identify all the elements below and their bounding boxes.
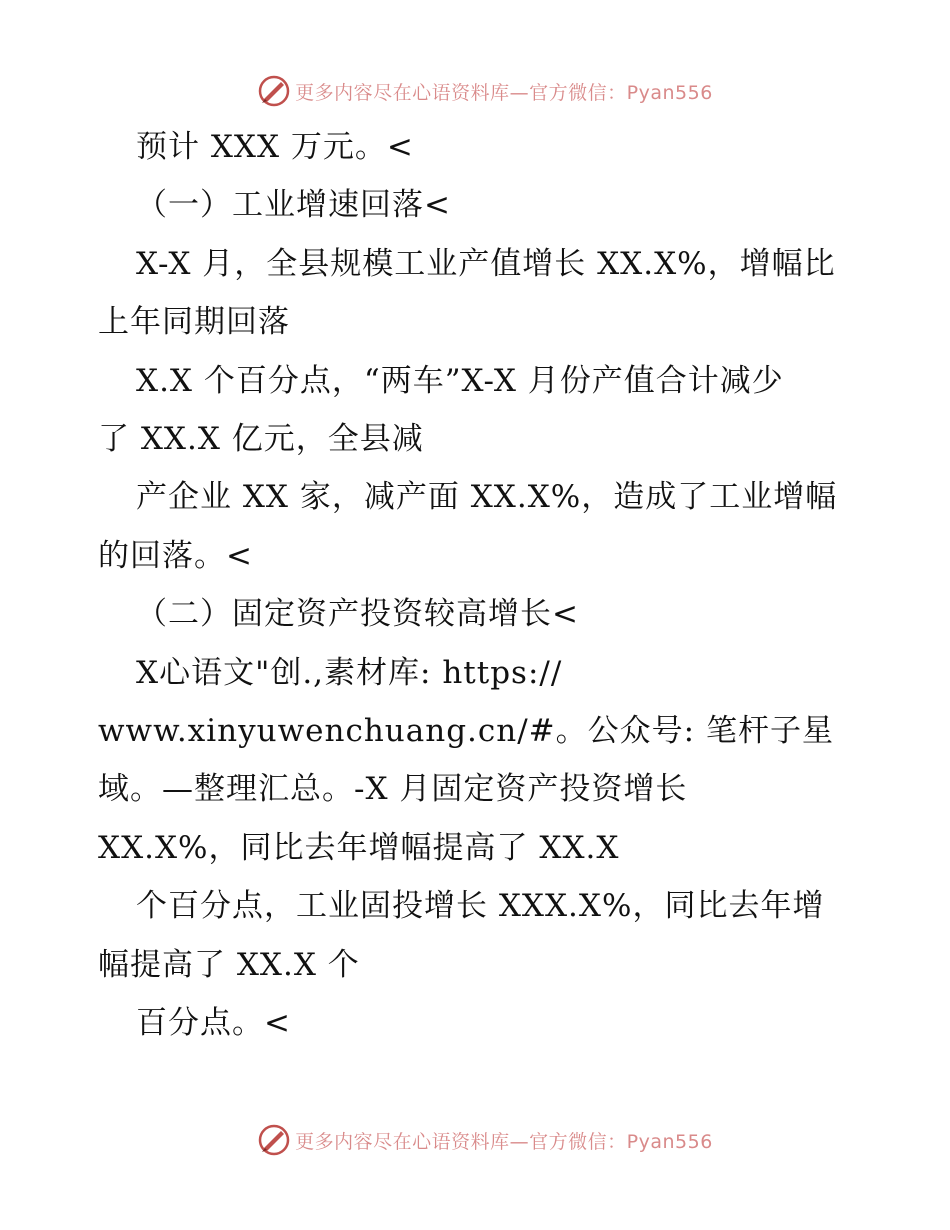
footer-banner: [0, 1120, 950, 1160]
body-line: 百分点。<: [136, 1005, 291, 1041]
body-line: XX.X%，同比去年增幅提高了 XX.X: [98, 830, 620, 866]
body-line: X心语文"创.,素材库: https://: [136, 655, 563, 691]
pen-logo-icon: [257, 1123, 291, 1157]
body-line: 的回落。<: [98, 538, 253, 574]
body-line: 产企业 XX 家，减产面 XX.X%，造成了工业增幅: [136, 479, 838, 515]
section-heading: （二）固定资产投资较高增长<: [136, 596, 579, 632]
header-banner: [0, 71, 950, 111]
body-line: 预计 XXX 万元。<: [136, 129, 414, 165]
body-line: 幅提高了 XX.X 个: [98, 947, 360, 983]
body-line: 个百分点，工业固投增长 XXX.X%，同比去年增: [136, 888, 825, 924]
body-line: 上年同期回落: [98, 304, 290, 340]
footer-banner-text: 更多内容尽在心语资料库—官方微信：Pyan556: [295, 1130, 713, 1153]
body-line: X.X 个百分点，“两车”X-X 月份产值合计减少: [136, 363, 784, 399]
pen-logo-icon: [257, 74, 291, 108]
section-heading: （一）工业增速回落<: [136, 187, 451, 223]
body-line: www.xinyuwenchuang.cn/#。公众号: 笔杆子星: [98, 713, 834, 749]
header-banner-text: 更多内容尽在心语资料库—官方微信：Pyan556: [295, 81, 713, 104]
body-line: 了 XX.X 亿元，全县减: [98, 421, 424, 457]
body-line: X-X 月，全县规模工业产值增长 XX.X%，增幅比: [136, 246, 836, 282]
body-line: 域。—整理汇总。-X 月固定资产投资增长: [98, 771, 688, 807]
